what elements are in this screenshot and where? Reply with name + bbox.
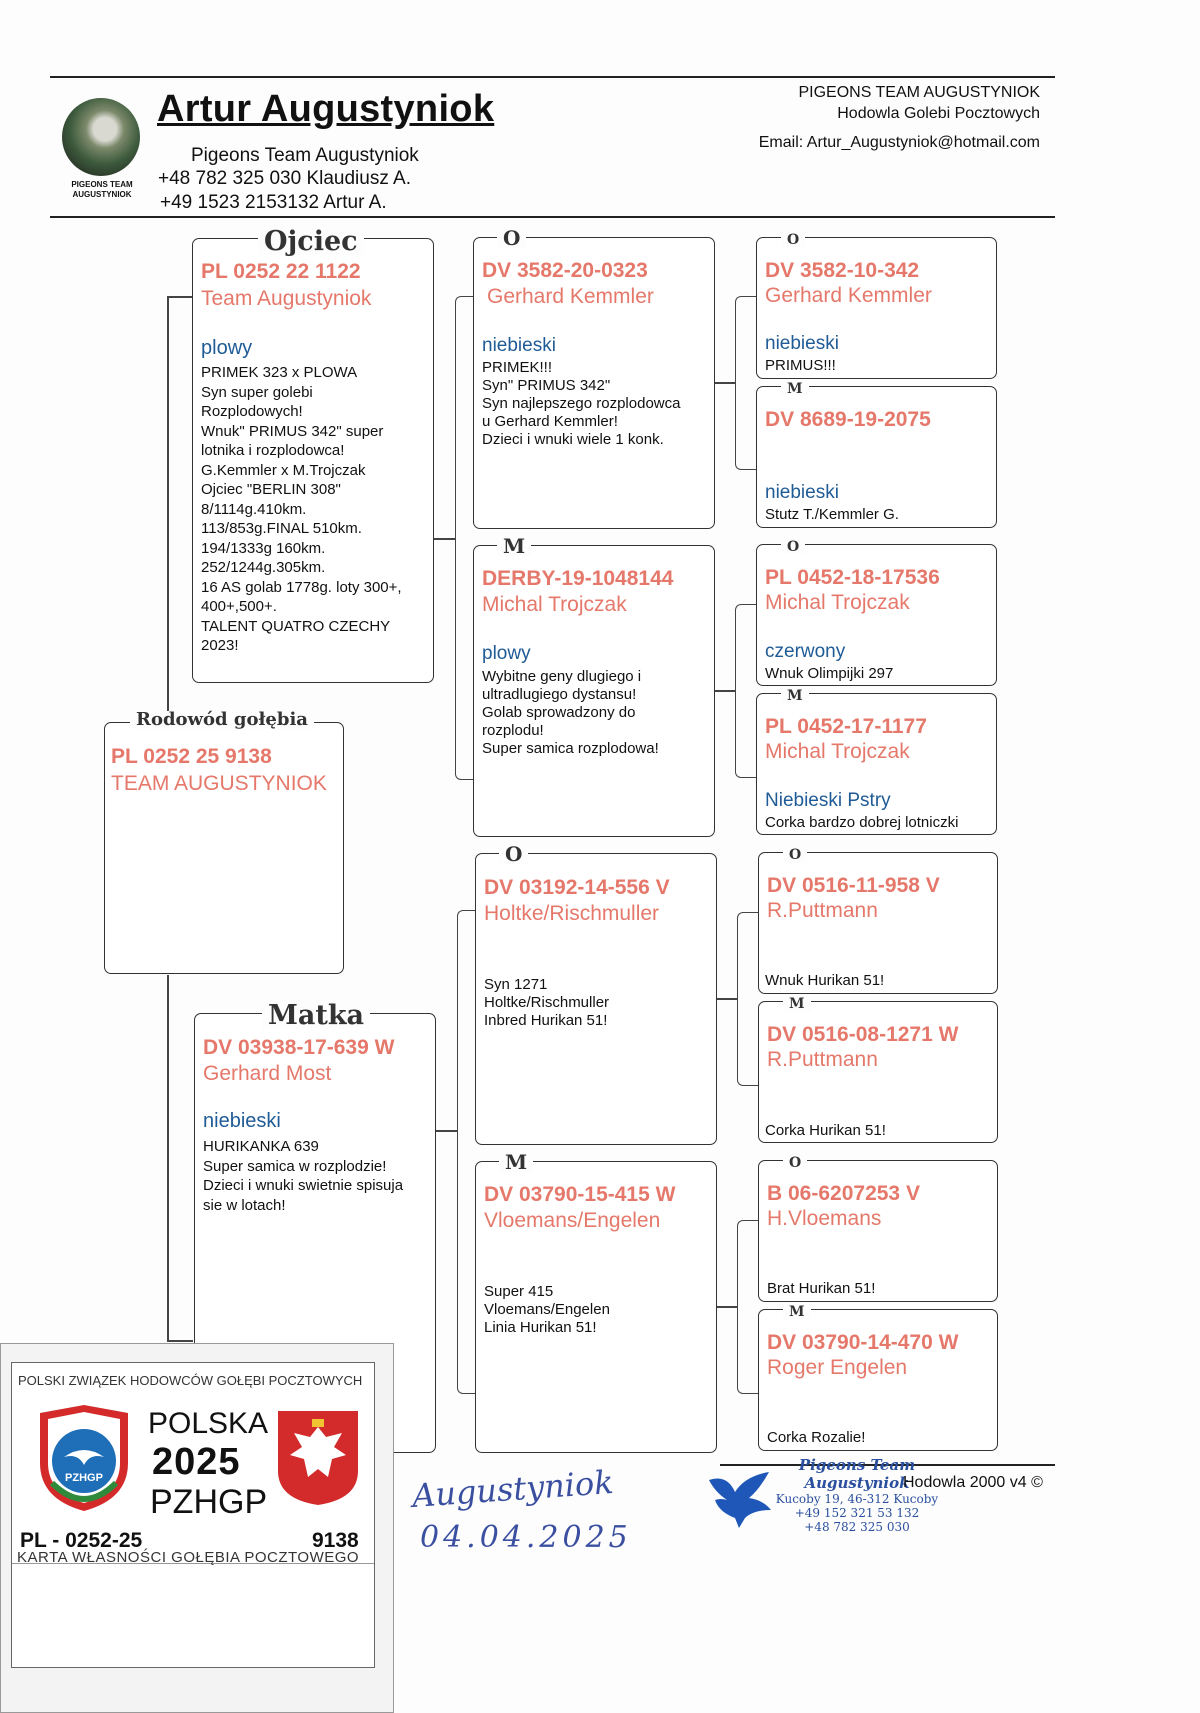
mother-breeder: Gerhard Most	[203, 1062, 332, 1085]
subject-breeder: TEAM AUGUSTYNIOK	[111, 772, 327, 795]
gen3-description: Corka Rozalie!	[767, 1429, 866, 1446]
gen3-breeder: R.Puttmann	[767, 1048, 878, 1071]
mother-color: niebieski	[203, 1110, 281, 1132]
father-color: plowy	[201, 337, 253, 359]
gen3-ring: PL 0452-18-17536	[765, 566, 940, 589]
gen3-breeder: Michal Trojczak	[765, 591, 910, 614]
connector	[717, 998, 737, 1000]
card-org: POLSKI ZWIĄZEK HODOWCÓW GOŁĘBI POCZTOWYCH	[18, 1373, 363, 1388]
stamp-line3: Kucoby 19, 46-312 Kucoby	[775, 1492, 939, 1506]
connector	[735, 296, 756, 470]
polish-eagle-emblem	[274, 1407, 362, 1507]
gen3-description: Corka Hurikan 51!	[765, 1122, 886, 1139]
card-ring-right: 9138	[312, 1529, 359, 1552]
gen2-color: plowy	[482, 643, 531, 664]
connector	[167, 296, 169, 726]
gen3-description: Brat Hurikan 51!	[767, 1280, 876, 1297]
gen3-breeder: H.Vloemans	[767, 1207, 882, 1230]
gen3-label-7: O	[783, 1156, 807, 1170]
gen2-card-3[interactable]	[475, 853, 717, 1145]
connector	[167, 1340, 193, 1342]
pzhgp-emblem	[30, 1403, 138, 1515]
ownership-card	[0, 1343, 394, 1713]
subject-ring: PL 0252 25 9138	[111, 745, 272, 768]
connector	[737, 1220, 758, 1394]
mother-label: Matka	[262, 1002, 370, 1029]
logo-caption: PIGEONS TEAM AUGUSTYNIOK	[71, 180, 133, 199]
connector	[167, 975, 169, 1340]
gen3-label-4: M	[781, 689, 809, 703]
phone-2: +49 1523 2153132 Artur A.	[160, 192, 387, 213]
stamp-line5: +48 782 325 030	[804, 1520, 910, 1534]
gen2-ring: DERBY-19-1048144	[482, 567, 674, 590]
gen3-card-4[interactable]	[756, 693, 997, 835]
gen2-description: Wybitne geny dlugiego i ultradlugiego dystansu! Golab sprowadzony do rozplodu! Super samica rozplodowa!	[482, 668, 659, 757]
gen3-label-8: M	[783, 1305, 811, 1319]
connector	[715, 382, 735, 384]
stamp-line2: Augustyniok	[804, 1474, 910, 1492]
gen2-label-3: O	[499, 844, 528, 864]
father-ring: PL 0252 22 1122	[201, 260, 361, 283]
gen3-ring: DV 0516-11-958 V	[767, 874, 940, 897]
mother-ring: DV 03938-17-639 W	[203, 1036, 395, 1059]
team-logo	[62, 98, 140, 176]
gen3-card-7[interactable]	[758, 1160, 998, 1302]
connector	[455, 296, 474, 780]
gen3-breeder: Gerhard Kemmler	[765, 284, 932, 307]
gen3-ring: DV 0516-08-1271 W	[767, 1023, 959, 1046]
gen2-ring: DV 3582-20-0323	[482, 259, 648, 282]
gen3-description: Wnuk Hurikan 51!	[765, 972, 885, 989]
dove-stamp-icon	[705, 1466, 775, 1532]
subject-label: Rodowód gołębia	[130, 711, 314, 729]
gen2-breeder: Vloemans/Engelen	[484, 1209, 661, 1232]
father-breeder: Team Augustyniok	[201, 287, 372, 310]
gen2-ring: DV 03790-15-415 W	[484, 1183, 676, 1206]
gen3-description: PRIMUS!!!	[765, 357, 836, 374]
gen3-card-2[interactable]	[756, 386, 997, 528]
gen3-card-6[interactable]	[758, 1001, 998, 1143]
svg-text:PZHGP: PZHGP	[65, 1472, 103, 1484]
gen2-ring: DV 03192-14-556 V	[484, 876, 670, 899]
team-name: Pigeons Team Augustyniok	[191, 145, 419, 166]
signature-name: Augustyniok	[410, 1463, 615, 1515]
gen3-description: Stutz T./Kemmler G.	[765, 506, 899, 523]
gen2-label-1: O	[497, 228, 526, 248]
connector	[715, 690, 735, 692]
gen3-label-6: M	[783, 997, 811, 1011]
connector	[735, 604, 756, 778]
gen3-card-3[interactable]	[756, 544, 997, 686]
gen2-breeder: Holtke/Rischmuller	[484, 902, 660, 925]
connector	[717, 1306, 737, 1308]
father-description: PRIMEK 323 x PLOWA Syn super golebi Rozplodowych! Wnuk" PRIMUS 342" super lotnika i rozplodowca! G.Kemmler x M.Trojczak Ojciec "BERLIN 308" 8/1114g.410km. 113/853g.FINAL 510km. 194/1333g 160km. 252/1244g.305km. 16 AS golab 1778g. loty 300+, 400+,500+. TALENT QUATRO CZECHY 2023!	[201, 364, 402, 654]
phone-1: +48 782 325 030 Klaudiusz A.	[158, 168, 412, 189]
gen3-card-5[interactable]	[758, 852, 998, 994]
gen2-color: niebieski	[482, 335, 556, 356]
gen3-card-8[interactable]	[758, 1309, 998, 1451]
gen3-description: Wnuk Olimpijki 297	[765, 665, 894, 682]
connector	[434, 538, 455, 540]
gen3-label-2: M	[781, 382, 809, 396]
mother-description: HURIKANKA 639 Super samica w rozplodzie! Dzieci i wnuki swietnie spisuja sie w lotach!	[203, 1138, 404, 1214]
gen3-ring: DV 8689-19-2075	[765, 408, 931, 431]
gen3-color: Niebieski Pstry	[765, 790, 891, 811]
gen3-label-5: O	[783, 848, 807, 862]
father-label: Ojciec	[258, 228, 364, 255]
connector	[436, 1130, 457, 1132]
header-rule	[50, 216, 1055, 218]
gen3-label-1: O	[781, 233, 805, 247]
header-right	[759, 82, 1040, 153]
card-year: 2025	[152, 1441, 241, 1483]
card-assoc: PZHGP	[150, 1483, 268, 1521]
gen3-ring: DV 03790-14-470 W	[767, 1331, 959, 1354]
top-rule	[50, 76, 1055, 78]
gen3-description: Corka bardzo dobrej lotniczki	[765, 814, 959, 831]
gen3-breeder: Michal Trojczak	[765, 740, 910, 763]
signature-date: 04.04.2025	[420, 1520, 632, 1555]
stamp	[772, 1456, 942, 1534]
gen3-label-3: O	[781, 540, 805, 554]
gen2-card-1[interactable]	[473, 237, 715, 529]
gen2-description: Syn 1271 Holtke/Rischmuller Inbred Hurikan 51!	[484, 976, 610, 1029]
header-email: Email: Artur_Augustyniok@hotmail.com	[758, 134, 1040, 151]
gen3-ring: B 06-6207253 V	[767, 1182, 920, 1205]
connector	[167, 296, 193, 298]
gen3-color: niebieski	[765, 482, 839, 503]
gen2-label-2: M	[497, 536, 531, 556]
gen2-card-4[interactable]	[475, 1161, 717, 1453]
subject-card[interactable]	[104, 722, 344, 974]
gen2-description: Super 415 Vloemans/Engelen Linia Hurikan 51!	[484, 1283, 610, 1336]
card-country: POLSKA	[148, 1407, 269, 1440]
card-footer: KARTA WŁASNOŚCI GOŁĘBIA POCZTOWEGO	[17, 1549, 360, 1566]
gen2-label-4: M	[499, 1152, 533, 1172]
connector	[457, 910, 476, 1394]
gen3-ring: DV 3582-10-342	[765, 259, 920, 282]
gen2-card-2[interactable]	[473, 545, 715, 837]
stamp-line1: Pigeons Team	[798, 1456, 916, 1474]
gen2-description: PRIMEK!!! Syn" PRIMUS 342" Syn najlepszego rozplodowca u Gerhard Kemmler! Dzieci i wnuki wiele 1 konk.	[482, 359, 681, 448]
stamp-line4: +49 152 321 53 132	[794, 1506, 920, 1520]
father-card[interactable]	[192, 238, 434, 683]
gen2-breeder: Gerhard Kemmler	[487, 285, 654, 308]
gen3-breeder: Roger Engelen	[767, 1356, 908, 1379]
software-credit: Hodowla 2000 v4 ©	[903, 1474, 1043, 1491]
header-subtitle: Hodowla Golebi Pocztowych	[837, 105, 1040, 122]
gen3-ring: PL 0452-17-1177	[765, 715, 927, 738]
gen3-card-1[interactable]	[756, 237, 997, 379]
gen3-breeder: R.Puttmann	[767, 899, 878, 922]
gen3-color: czerwony	[765, 641, 846, 662]
connector	[737, 912, 758, 1086]
gen3-color: niebieski	[765, 333, 839, 354]
header-team: PIGEONS TEAM AUGUSTYNIOK	[798, 84, 1040, 101]
card-inner	[11, 1362, 375, 1668]
gen2-breeder: Michal Trojczak	[482, 593, 627, 616]
owner-name: Artur Augustyniok	[157, 88, 495, 130]
card-ring-left: PL - 0252-25	[20, 1529, 143, 1552]
